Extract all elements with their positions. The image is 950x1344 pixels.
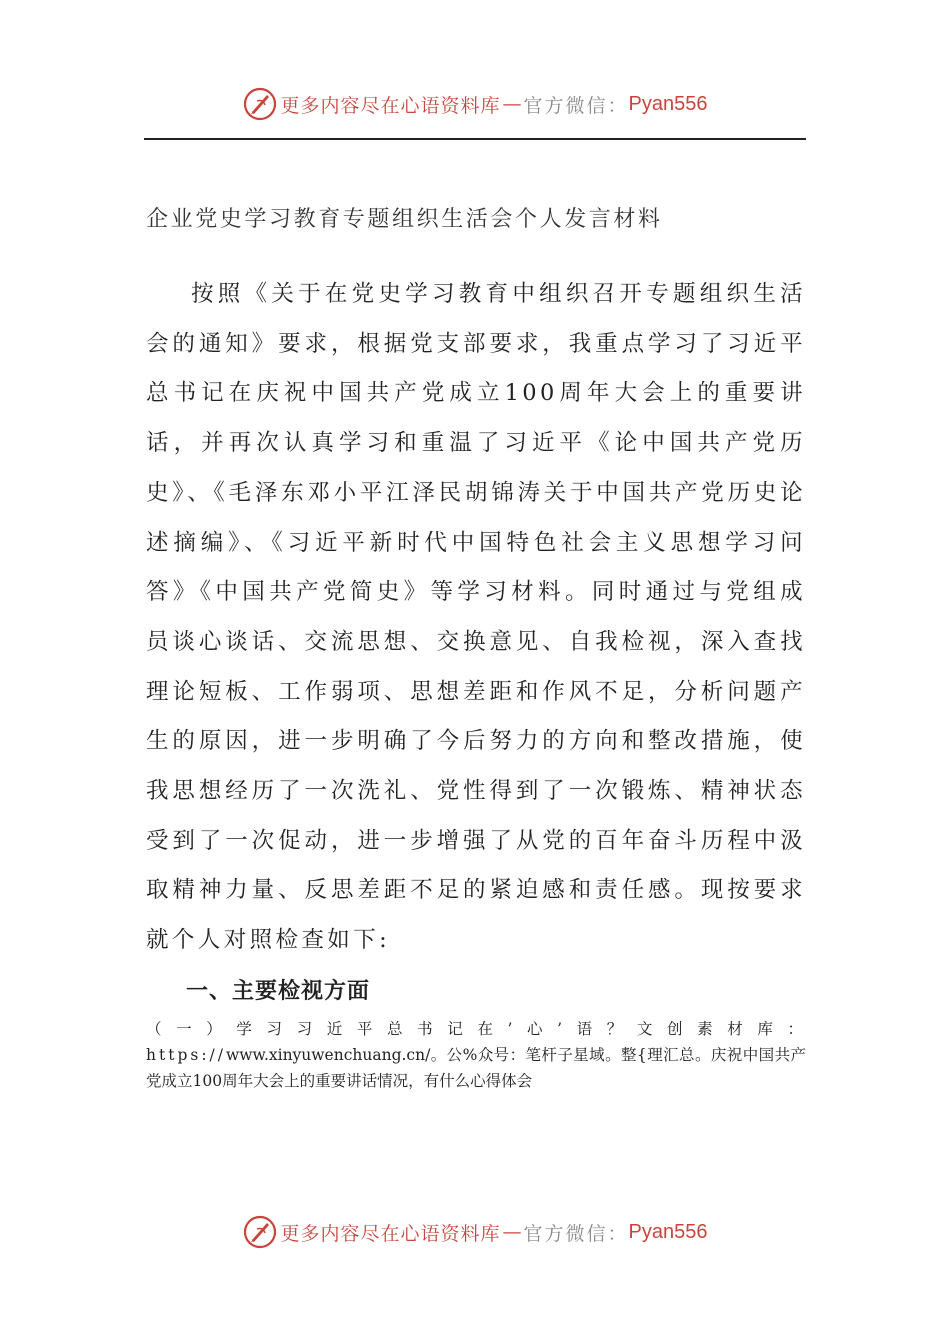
quill-pen-logo-icon xyxy=(243,1215,277,1249)
header-divider xyxy=(144,138,806,140)
document-title: 企业党史学习教育专题组织生活会个人发言材料 xyxy=(146,207,663,232)
quill-pen-logo-icon xyxy=(243,87,277,121)
banner-site-name: 更多内容尽在心语资料库 xyxy=(280,94,501,117)
banner-wechat-label: 官方微信： xyxy=(523,1222,629,1245)
banner-wechat-label: 官方微信： xyxy=(523,94,629,117)
subsection-lead: （一）学习习近平总书记在’心’语？文创素材库：https:// xyxy=(146,1020,806,1064)
section-heading: 一、主要检视方面 xyxy=(186,979,371,1004)
banner-dash: — xyxy=(502,1221,522,1243)
body-paragraph: 按照《关于在党史学习教育中组织召开专题组织生活会的通知》要求，根据党支部要求，我重点学习了习近平总书记在庆祝中国共产党成立100周年大会上的重要讲话，并再次认真学习和重温了习近平《论中国共产党历史》、《毛泽东邓小平江泽民胡锦涛关于中国共产党历史论述摘编》、《习近平新时代中国特色社会主义思想学习问答》《中国共产党简史》等学习材料。同时通过与党组成员谈心谈话、交流思想、交换意见、自我检视，深入查找理论短板、工作弱项、思想差距和作风不足，分析问题产生的原因，进一步明确了今后努力的方向和整改措施，使我思想经历了一次洗礼、党性得到了一次锻炼、精神状态受到了一次促动，进一步增强了从党的百年奋斗历程中汲取精神力量、反思差距不足的紧迫感和责任感。现按要求就个人对照检查如下: xyxy=(146,281,806,954)
banner-site-name: 更多内容尽在心语资料库 xyxy=(280,1222,501,1245)
footer-banner xyxy=(0,1212,950,1252)
subsection-paragraph xyxy=(146,1016,806,1094)
header-banner xyxy=(0,84,950,124)
banner-wechat-id: Pyan556 xyxy=(628,1220,708,1243)
banner-dash: — xyxy=(502,93,522,115)
subsection-rest: www.xinyuwenchuang.cn/。公%众号：笔杆子星域。整{理汇总。庆祝中国共产党成立100周年大会上的重要讲话情况，有什么心得体会 xyxy=(146,1046,806,1090)
banner-wechat-id: Pyan556 xyxy=(628,92,708,115)
